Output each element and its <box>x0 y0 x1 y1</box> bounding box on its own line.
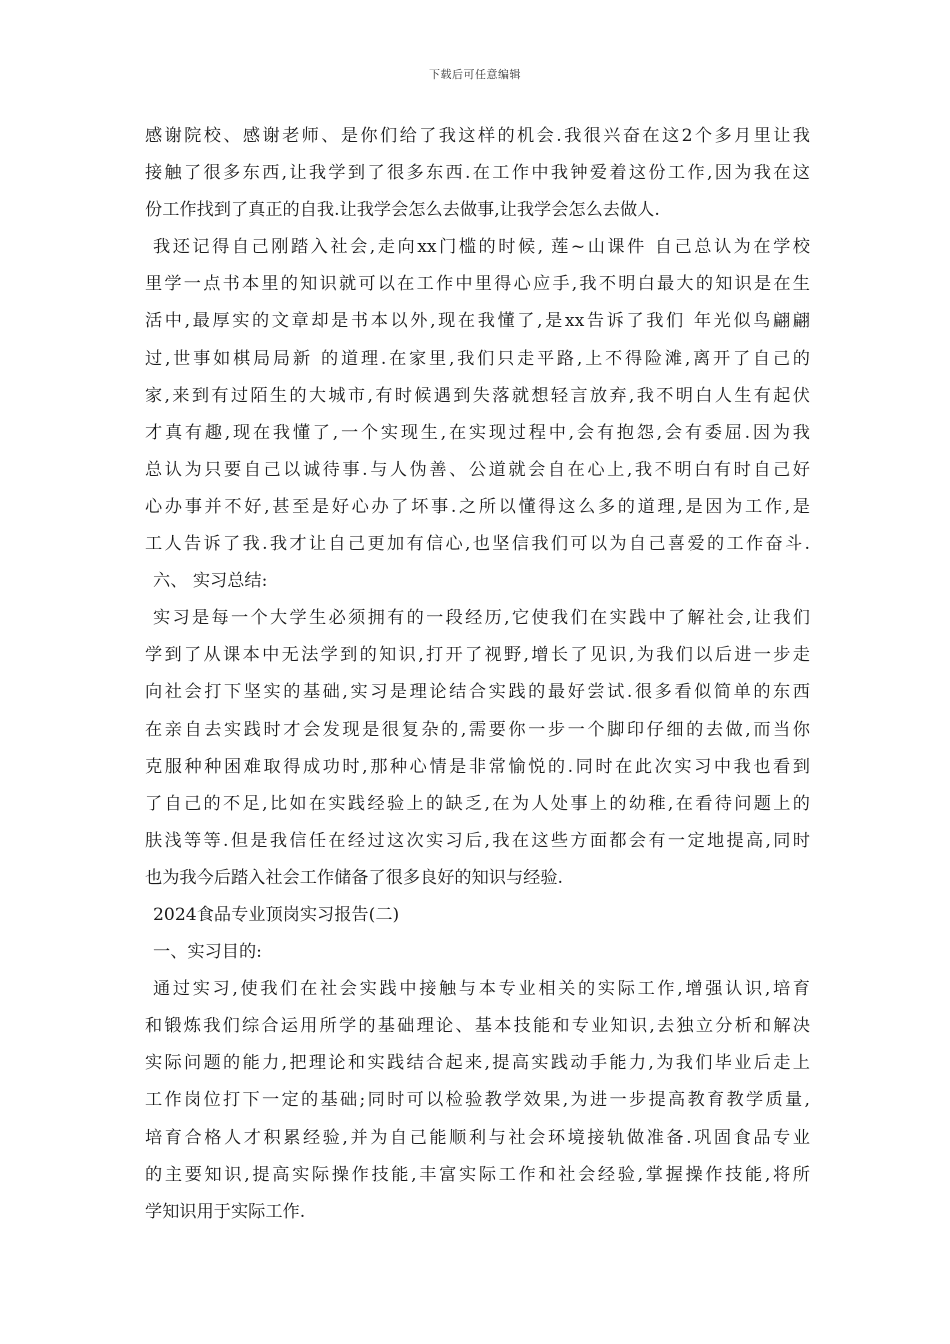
text-line: 向社会打下坚实的基础,实习是理论结合实践的最好尝试.很多看似简单的东西 <box>145 682 810 703</box>
text-line: 克服种种困难取得成功时,那种心情是非常愉悦的.同时在此次实习中我也看到 <box>145 756 810 777</box>
text-line: 了自己的不足,比如在实践经验上的缺乏,在为人处事上的幼稚,在看待问题上的 <box>145 793 810 814</box>
text-line: 培育合格人才积累经验,并为自己能顺利与社会环境接轨做准备.巩固食品专业 <box>145 1127 810 1148</box>
text-line: 工作岗位打下一定的基础;同时可以检验教学效果,为进一步提高教育教学质量, <box>145 1090 810 1111</box>
text-line: 工人告诉了我.我才让自己更加有信心,也坚信我们可以为自己喜爱的工作奋斗. <box>145 534 810 555</box>
text-line: 接触了很多东西,让我学到了很多东西.在工作中我钟爱着这份工作,因为我在这 <box>145 163 810 184</box>
text-line: 心办事并不好,甚至是好心办了坏事.之所以懂得这么多的道理,是因为工作,是 <box>145 496 810 517</box>
text-line: 实际问题的能力,把理论和实践结合起来,提高实践动手能力,为我们毕业后走上 <box>145 1053 810 1074</box>
text-line: 的主要知识,提高实际操作技能,丰富实际工作和社会经验,掌握操作技能,将所 <box>145 1164 810 1185</box>
text-line: 里学一点书本里的知识就可以在工作中里得心应手,我不明白最大的知识是在生 <box>145 274 810 295</box>
text-line: 过,世事如棋局局新 的道理.在家里,我们只走平路,上不得险滩,离开了自己的 <box>145 348 810 369</box>
text-line: 通过实习,使我们在社会实践中接触与本专业相关的实际工作,增强认识,培育 <box>153 979 810 1000</box>
text-line: 肤浅等等.但是我信任在经过这次实习后,我在这些方面都会有一定地提高,同时 <box>145 830 810 851</box>
text-line: 才真有趣,现在我懂了,一个实现生,在实现过程中,会有抱怨,会有委屈.因为我 <box>145 422 810 443</box>
text-line: 学到了从课本中无法学到的知识,打开了视野,增长了见识,为我们以后进一步走 <box>145 645 810 666</box>
text-line: 感谢院校、感谢老师、是你们给了我这样的机会.我很兴奋在这2个多月里让我 <box>145 126 810 146</box>
text-line: 六、 实习总结: <box>153 571 268 592</box>
text-line: 实习是每一个大学生必须拥有的一段经历,它使我们在实践中了解社会,让我们 <box>153 608 810 629</box>
text-line: 份工作找到了真正的自我.让我学会怎么去做事,让我学会怎么去做人. <box>145 200 660 221</box>
text-line: 学知识用于实际工作. <box>145 1201 306 1222</box>
text-line: 也为我今后踏入社会工作储备了很多良好的知识与经验. <box>145 867 563 888</box>
text-line: 2024食品专业顶岗实习报告(二) <box>153 904 400 925</box>
text-line: 一、实习目的: <box>153 942 262 963</box>
text-line: 我还记得自己刚踏入社会,走向xx门槛的时候, 莲~山课件 自己总认为在学校 <box>153 237 810 258</box>
text-line: 和锻炼我们综合运用所学的基础理论、基本技能和专业知识,去独立分析和解决 <box>145 1016 810 1037</box>
page-header: 下载后可任意编辑 <box>429 68 521 81</box>
text-line: 活中,最厚实的文章却是书本以外,现在我懂了,是xx告诉了我们 年光似鸟翩翩 <box>145 311 810 332</box>
text-line: 家,来到有过陌生的大城市,有时候遇到失落就想轻言放弃,我不明白人生有起伏 <box>145 385 810 406</box>
text-line: 总认为只要自己以诚待事.与人伪善、公道就会自在心上,我不明白有时自己好 <box>145 459 810 480</box>
text-line: 在亲自去实践时才会发现是很复杂的,需要你一步一个脚印仔细的去做,而当你 <box>145 719 810 740</box>
document-body <box>145 118 810 1231</box>
